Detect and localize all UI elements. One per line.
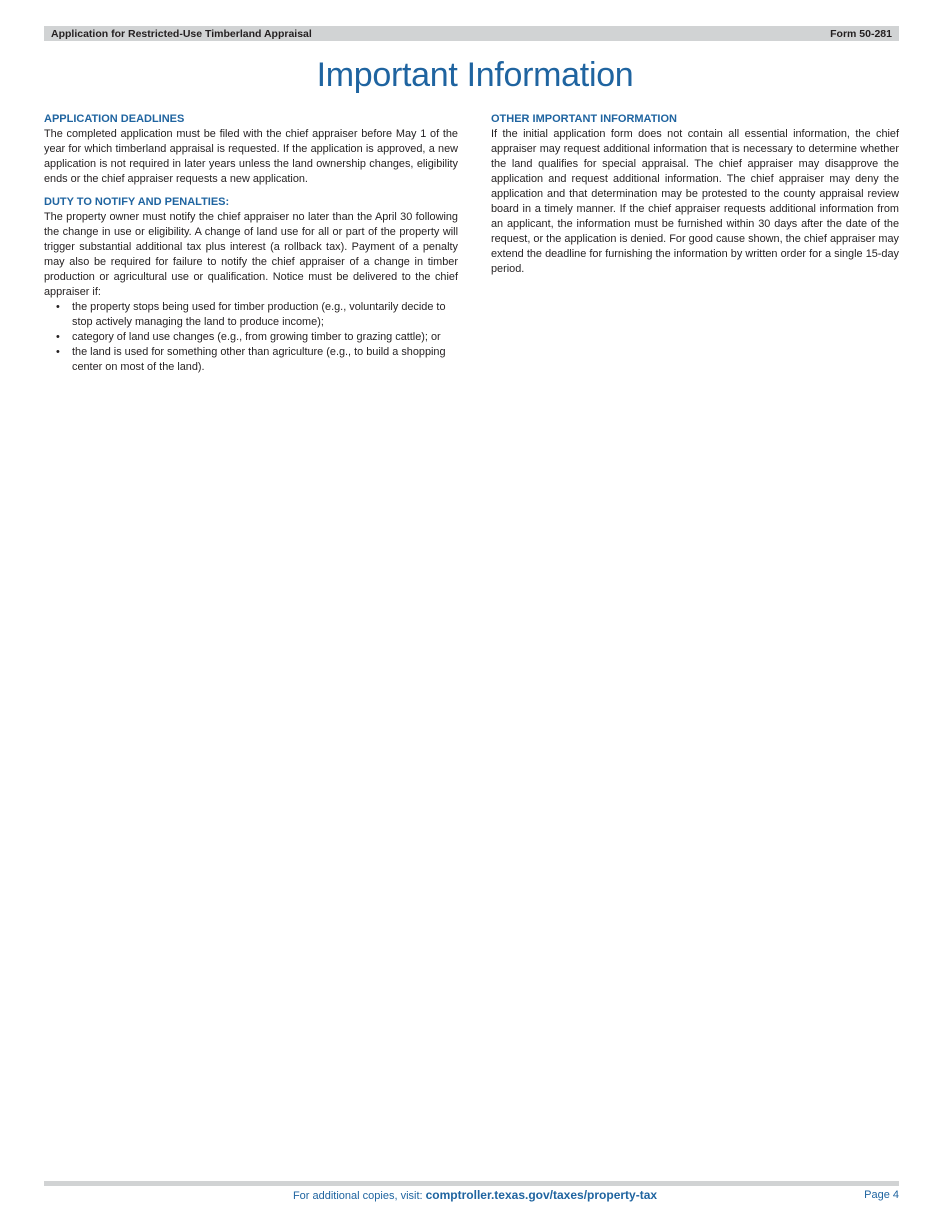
form-title: Application for Restricted-Use Timberland Appraisal	[51, 27, 312, 40]
deadlines-heading: APPLICATION DEADLINES	[44, 113, 185, 125]
list-item: • the land is used for something other than agriculture (e.g., to build a shopping center on most of the land).	[56, 346, 446, 373]
footer-website-link[interactable]: comptroller.texas.gov/taxes/property-tax	[425, 1188, 658, 1202]
footer-divider	[44, 1181, 899, 1186]
duty-bullet-list	[44, 300, 458, 375]
footer-prefix: For additional copies, visit:	[292, 1190, 426, 1202]
bullet-icon: •	[56, 301, 60, 313]
bullet-icon: •	[56, 331, 60, 343]
form-number: Form 50-281	[830, 27, 892, 40]
list-item: • category of land use changes (e.g., from growing timber to grazing cattle); or	[56, 331, 441, 343]
deadlines-text: The completed application must be filed with the chief appraiser before May 1 of the year for which timberland appraisal is requested. If the application is approved, a new application is not required in later years unless the land ownership changes, eligibility ends or the chief appraiser requests a new application.	[44, 128, 458, 185]
bullet-icon: •	[56, 346, 60, 358]
page-number: Page 4	[864, 1189, 899, 1201]
duty-heading: DUTY TO NOTIFY AND PENALTIES:	[44, 196, 230, 208]
left-column	[44, 112, 458, 375]
duty-text: The property owner must notify the chief appraiser no later than the April 30 following the change in use or eligibility. A change of land use for all or part of the property will trigger substantial additional tax plus interest (a rollback tax). Payment of a penalty may also be required for failure to notify the chief appraiser of a change in timber production or agricultural use or qualification. Notice must be delivered to the chief appraiser if:	[44, 211, 458, 298]
other-info-text: If the initial application form does not contain all essential information, the chief appraiser may request additional information that is necessary to determine whether the land qualifies for special appraisal. The chief appraiser may disapprove the application and request additional information. The chief appraiser may deny the application and that determination may be protested to the county appraisal review board in a timely manner. If the chief appraiser requests additional information from an applicant, the information must be furnished within 30 days after the date of the request, or the application is denied. For good cause shown, the chief appraiser may extend the deadline for furnishing the information by written order for a single 15-day period.	[491, 128, 899, 275]
footer-copies-note	[0, 1188, 950, 1202]
page-title: Important Information	[316, 56, 634, 94]
form-header-bar	[44, 26, 899, 41]
right-column	[491, 112, 899, 277]
other-info-heading: OTHER IMPORTANT INFORMATION	[491, 113, 677, 125]
list-item: • the property stops being used for timber production (e.g., voluntarily decide to stop actively managing the land to produce income);	[56, 301, 446, 328]
